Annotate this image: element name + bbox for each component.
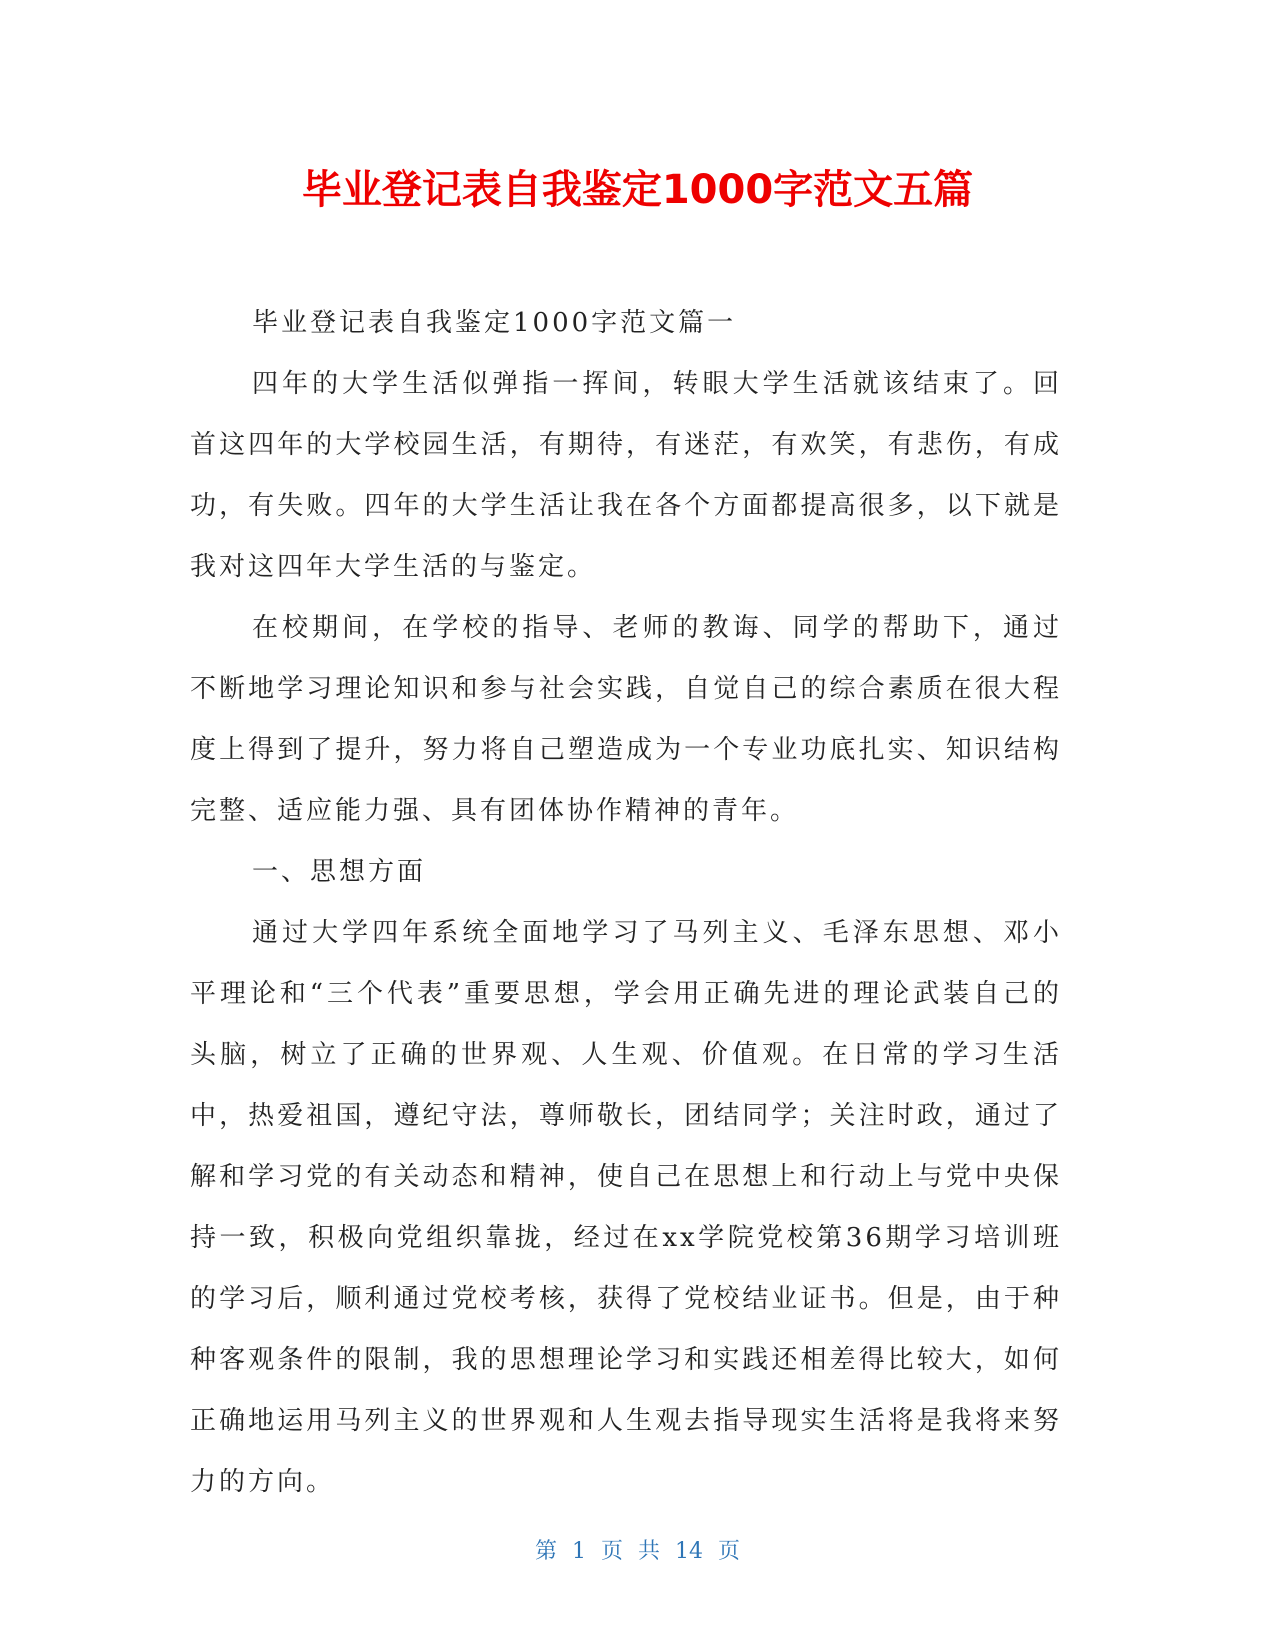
paragraph: 四年的大学生活似弹指一挥间，转眼大学生活就该结束了。回首这四年的大学校园生活，有期待，有迷茫，有欢笑，有悲伤，有成功，有失败。四年的大学生活让我在各个方面都提高很多，以下就是我对这四年大学生活的与鉴定。: [190, 369, 1062, 582]
document-body: [190, 293, 1062, 1513]
paragraph: 通过大学四年系统全面地学习了马列主义、毛泽东思想、邓小平理论和“三个代表”重要思想，学会用正确先进的理论武装自己的头脑，树立了正确的世界观、人生观、价值观。在日常的学习生活中，热爱祖国，遵纪守法，尊师敬长，团结同学；关注时政，通过了解和学习党的有关动态和精神，使自己在思想上和行动上与党中央保持一致，积极向党组织靠拢，经过在xx学院党校第36期学习培训班的学习后，顺利通过党校考核，获得了党校结业证书。但是，由于种种客观条件的限制，我的思想理论学习和实践还相差得比较大，如何正确地运用马列主义的世界观和人生观去指导现实生活将是我将来努力的方向。: [190, 918, 1062, 1497]
paragraph: 在校期间，在学校的指导、老师的教诲、同学的帮助下，通过不断地学习理论知识和参与社会实践，自觉自己的综合素质在很大程度上得到了提升，努力将自己塑造成为一个专业功底扎实、知识结构完整、适应能力强、具有团体协作精神的青年。: [190, 613, 1062, 826]
section-heading: 毕业登记表自我鉴定1000字范文篇一: [252, 308, 737, 338]
page-title: 毕业登记表自我鉴定1000字范文五篇: [301, 167, 974, 213]
subsection-heading: 一、思想方面: [252, 857, 427, 887]
page-number-footer: 第 1 页 共 14 页: [535, 1539, 740, 1564]
